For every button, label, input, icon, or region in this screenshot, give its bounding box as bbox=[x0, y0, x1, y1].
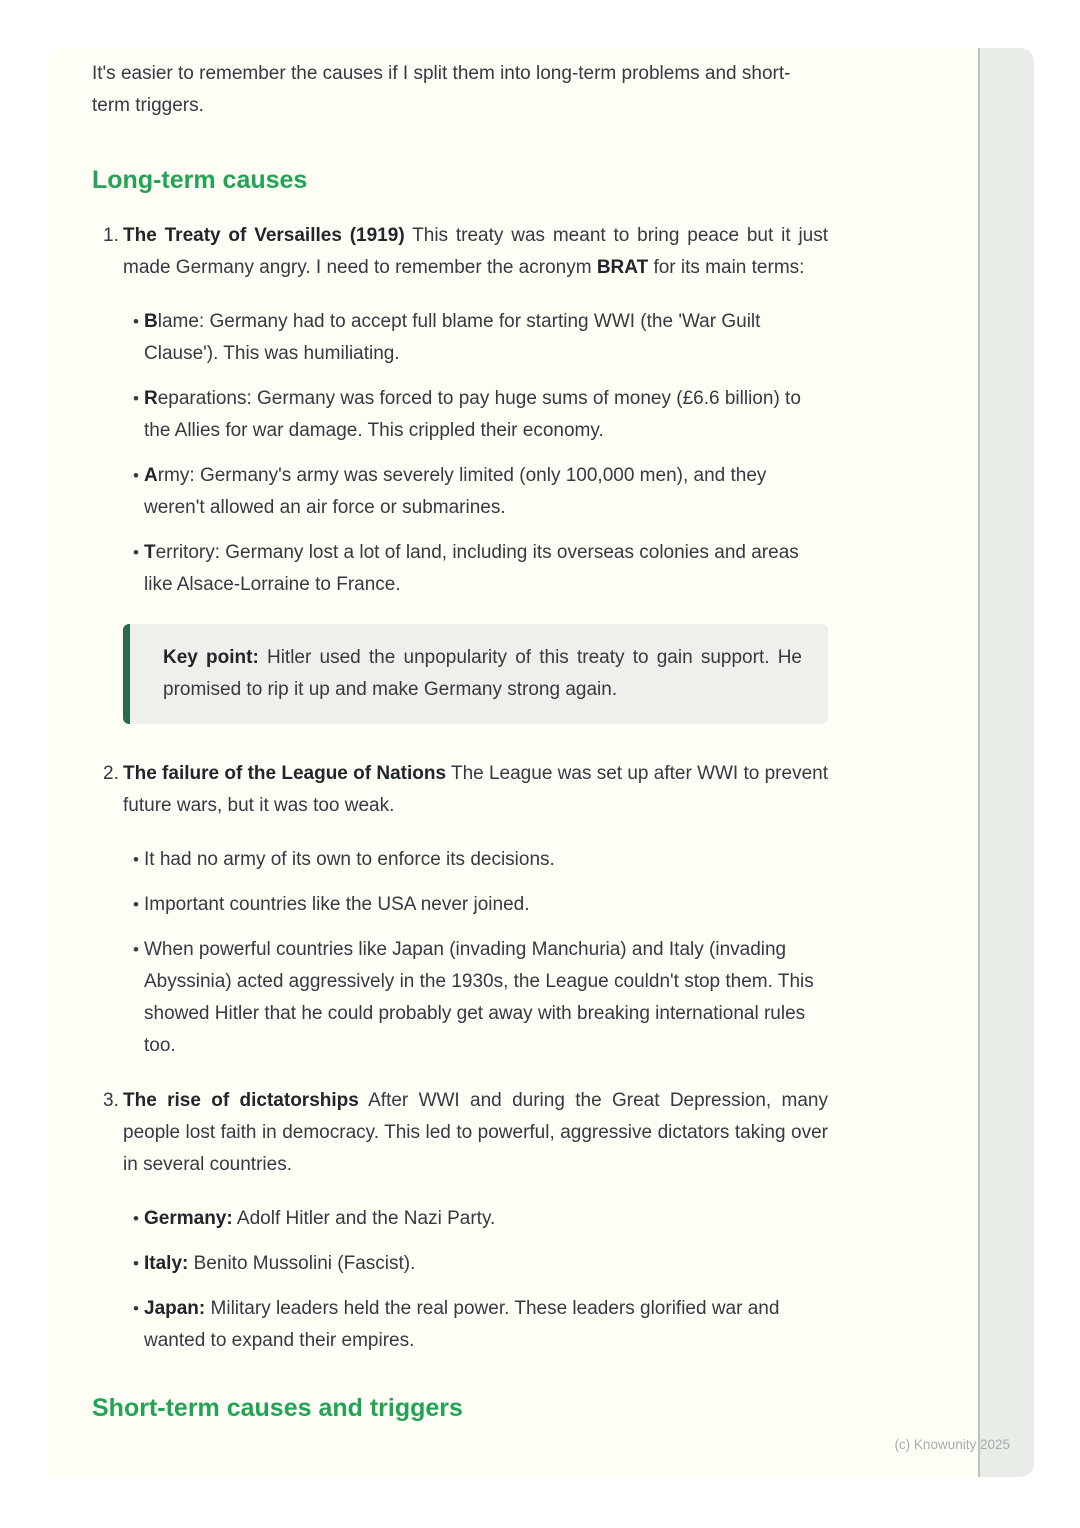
list-number: 1. bbox=[103, 225, 119, 246]
list-item-text bbox=[123, 220, 828, 284]
bullet-dot-icon: • bbox=[133, 940, 139, 959]
bullet-lead: Japan: bbox=[144, 1298, 206, 1319]
list-item bbox=[92, 1248, 828, 1280]
bullet-rest: rmy: Germany's army was severely limited (only 100,000 men), and they weren't allowed an air force or submarines. bbox=[144, 465, 767, 518]
bullet-lead-letter: B bbox=[144, 311, 158, 332]
list-item-text bbox=[123, 758, 828, 822]
list-item-rise-of-dictatorships bbox=[92, 1085, 828, 1181]
list-number: 3. bbox=[103, 1090, 119, 1111]
copyright-watermark: (c) Knowunity 2025 bbox=[894, 1437, 1010, 1452]
list-item-body: After WWI and during the Great Depression, many people lost faith in democracy. This led to powerful, aggressive dictators taking over in several countries. bbox=[123, 1090, 829, 1175]
bullet-lead: Italy: bbox=[144, 1253, 189, 1274]
list-item-lead: The Treaty of Versailles (1919) bbox=[123, 225, 405, 246]
bullet-rest: erritory: Germany lost a lot of land, including its overseas colonies and areas like Alsace-Lorraine to France. bbox=[144, 542, 799, 595]
bullet-rest: Military leaders held the real power. These leaders glorified war and wanted to expand their empires. bbox=[144, 1298, 780, 1351]
bullet-text: It had no army of its own to enforce its decisions. bbox=[144, 849, 555, 870]
list-item-lead: The rise of dictatorships bbox=[123, 1090, 359, 1111]
intro-paragraph: It's easier to remember the causes if I split them into long-term problems and short-term triggers. bbox=[92, 63, 791, 116]
list-item-lead: The failure of the League of Nations bbox=[123, 763, 447, 784]
key-point-text: Hitler used the unpopularity of this treaty to gain support. He promised to rip it up and make Germany strong again. bbox=[163, 647, 802, 700]
bullet-dot-icon: • bbox=[133, 389, 139, 408]
list-item bbox=[92, 1203, 828, 1235]
bullet-dot-icon: • bbox=[133, 543, 139, 562]
bullet-text bbox=[144, 383, 828, 447]
bullet-text bbox=[144, 306, 828, 370]
bullet-dot-icon: • bbox=[133, 1209, 139, 1228]
section-heading-long-term: Long-term causes bbox=[92, 166, 308, 194]
list-item bbox=[92, 844, 828, 876]
key-point-callout bbox=[123, 624, 828, 724]
bullet-text bbox=[144, 1203, 828, 1235]
list-item-treaty-of-versailles bbox=[92, 220, 828, 284]
list-item bbox=[92, 460, 828, 524]
bullet-dot-icon: • bbox=[133, 1254, 139, 1273]
bullet-text bbox=[144, 460, 828, 524]
bullet-dot-icon: • bbox=[133, 1299, 139, 1318]
bullet-dot-icon: • bbox=[133, 312, 139, 331]
key-point-label: Key point: bbox=[163, 647, 259, 668]
bullet-lead: Germany: bbox=[144, 1208, 233, 1229]
list-item bbox=[92, 889, 828, 921]
list-item-text bbox=[123, 1085, 828, 1181]
list-item bbox=[92, 383, 828, 447]
list-item-body: The League was set up after WWI to prevent future wars, but it was too weak. bbox=[123, 763, 828, 816]
bullet-lead-letter: R bbox=[144, 388, 158, 409]
dictators-bullet-list bbox=[92, 1203, 828, 1357]
bullet-text bbox=[144, 1293, 828, 1357]
bullet-text bbox=[144, 537, 828, 601]
list-number: 2. bbox=[103, 763, 119, 784]
bullet-rest: Adolf Hitler and the Nazi Party. bbox=[232, 1208, 496, 1229]
brat-bullet-list bbox=[92, 306, 828, 601]
bullet-text: When powerful countries like Japan (invading Manchuria) and Italy (invading Abyssinia) acted aggressively in the 1930s, the League couldn't stop them. This showed Hitler that he could probably get away with breaking international rules too. bbox=[144, 939, 814, 1056]
section-heading-short-term: Short-term causes and triggers bbox=[92, 1394, 463, 1422]
bullet-dot-icon: • bbox=[133, 466, 139, 485]
bullet-lead-letter: A bbox=[144, 465, 158, 486]
list-item-league-of-nations bbox=[92, 758, 828, 822]
bullet-text bbox=[144, 1248, 828, 1280]
list-item-end: for its main terms: bbox=[648, 257, 805, 278]
bullet-text: Important countries like the USA never joined. bbox=[144, 894, 530, 915]
acronym-brat: BRAT bbox=[596, 257, 649, 278]
league-bullet-list bbox=[92, 844, 828, 1062]
bullet-rest: lame: Germany had to accept full blame for starting WWI (the 'War Guilt Clause'). This was humiliating. bbox=[144, 311, 761, 364]
list-item-body: This treaty was meant to bring peace but it just made Germany angry. I need to remember the acronym bbox=[123, 225, 829, 278]
list-item bbox=[92, 934, 828, 1062]
right-margin-strip bbox=[978, 48, 1034, 1477]
list-item bbox=[92, 537, 828, 601]
notes-panel bbox=[48, 48, 1034, 1477]
bullet-lead-letter: T bbox=[144, 542, 156, 563]
bullet-dot-icon: • bbox=[133, 850, 139, 869]
bullet-rest: eparations: Germany was forced to pay huge sums of money (£6.6 billion) to the Allies for war damage. This crippled their economy. bbox=[144, 388, 801, 441]
bullet-dot-icon: • bbox=[133, 895, 139, 914]
list-item bbox=[92, 306, 828, 370]
list-item bbox=[92, 1293, 828, 1357]
bullet-rest: Benito Mussolini (Fascist). bbox=[188, 1253, 416, 1274]
notes-content bbox=[92, 58, 828, 1424]
